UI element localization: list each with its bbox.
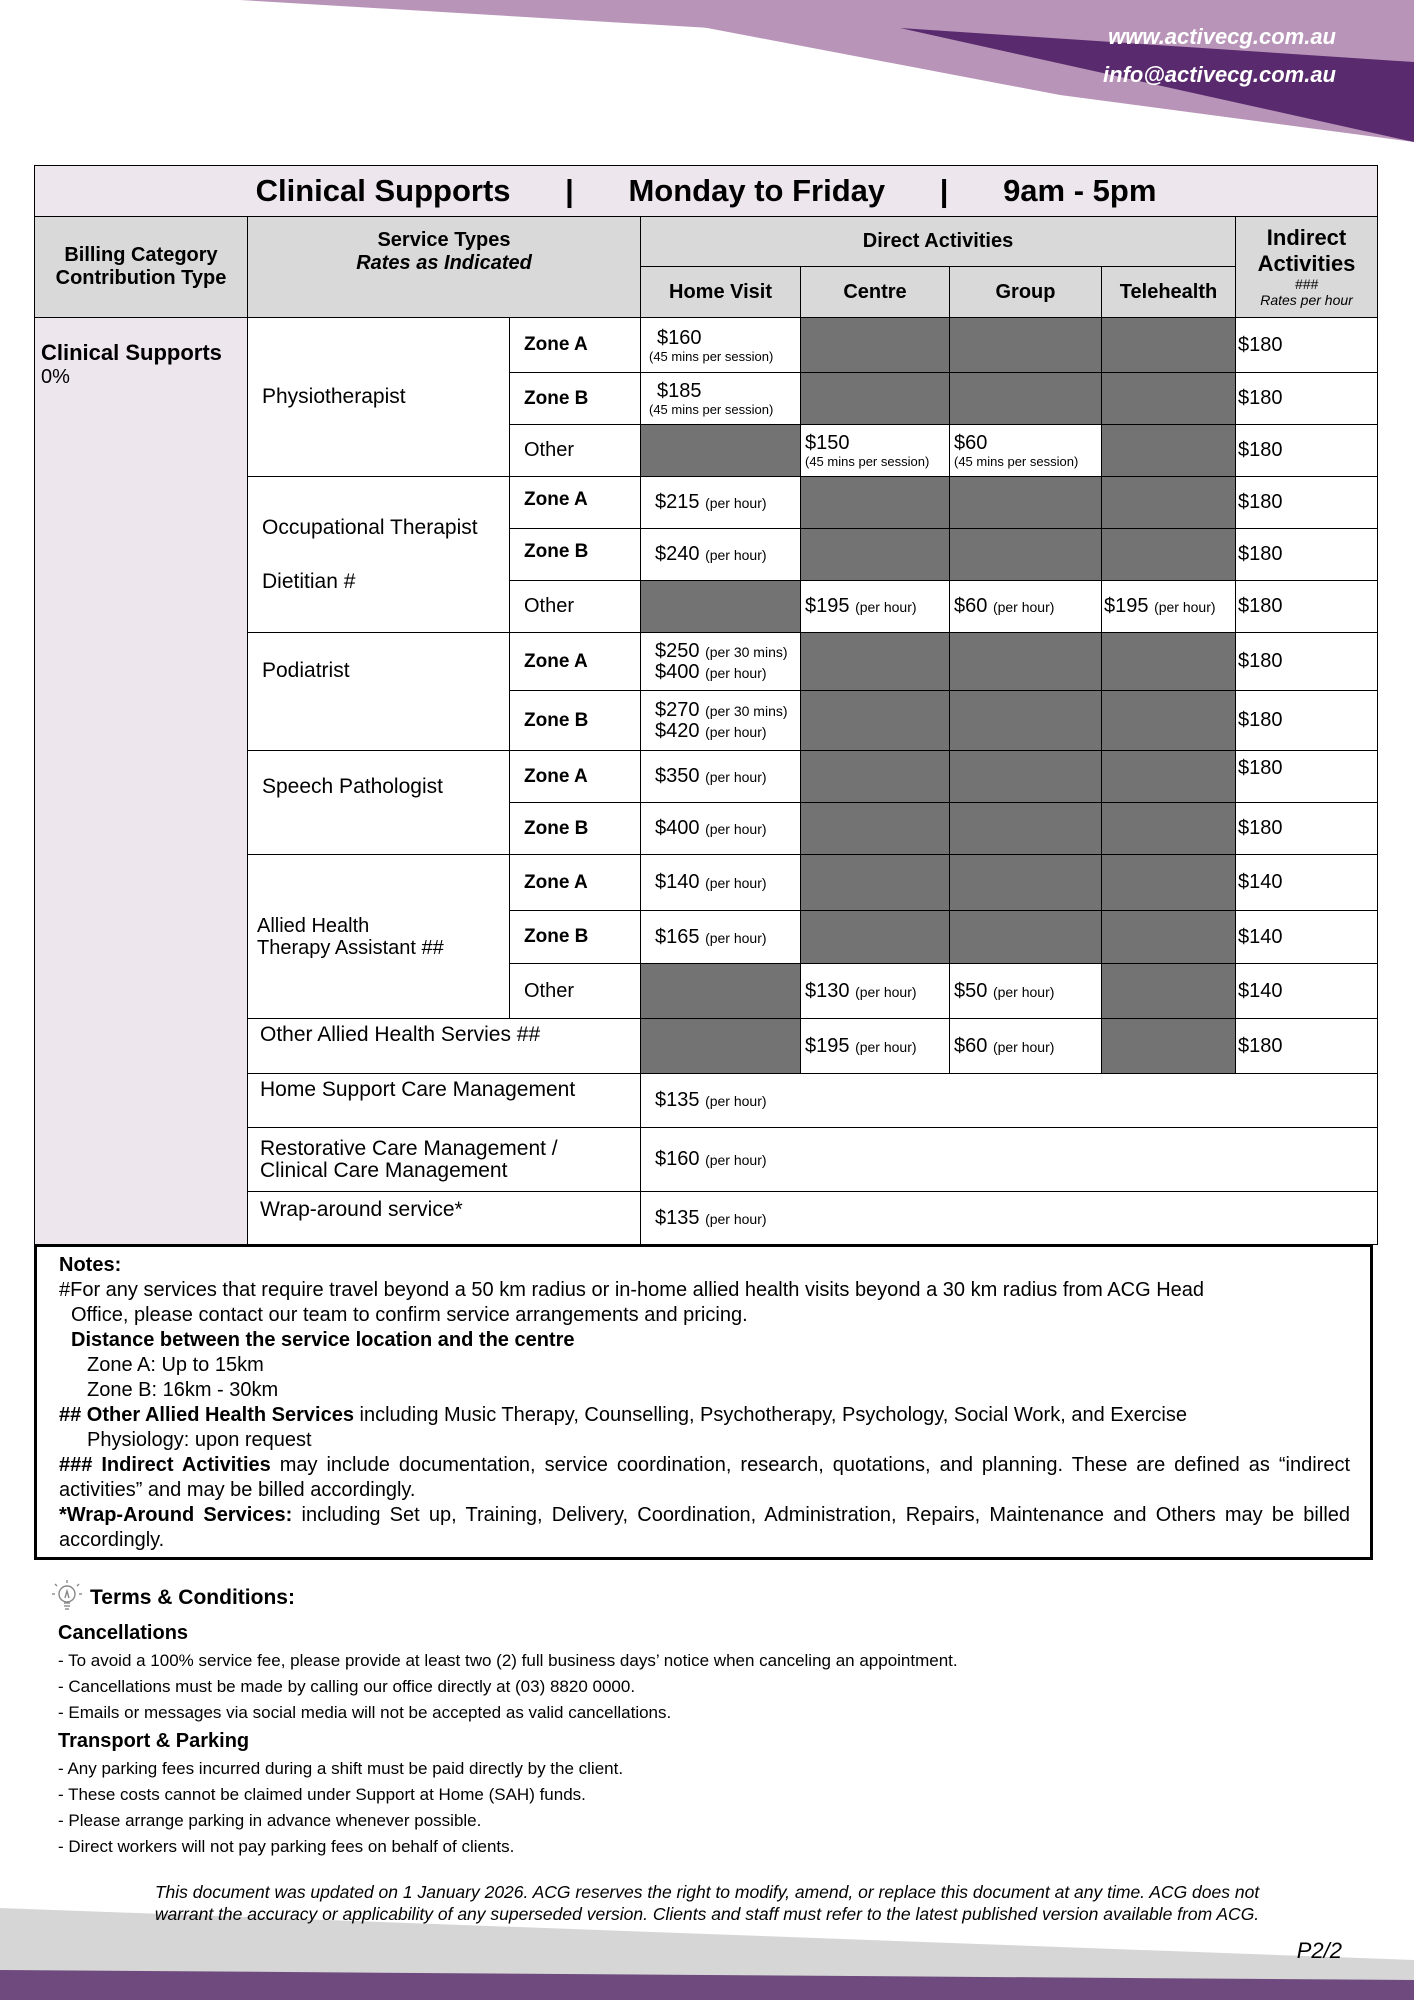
- physio-zone-a-home: $160 (45 mins per session): [641, 318, 801, 373]
- speech-zone-b-home: $400 (per hour): [641, 803, 801, 855]
- service-speech-pathologist: Speech Pathologist: [248, 751, 510, 855]
- cancel-line-2: - Cancellations must be made by calling our office directly at (03) 8820 0000.: [58, 1677, 636, 1696]
- email-link[interactable]: info@activecg.com.au: [1103, 62, 1336, 87]
- group-header: Group: [950, 267, 1102, 318]
- transport-heading: Transport & Parking: [58, 1730, 250, 1752]
- assistant-other-group: $50 (per hour): [950, 964, 1102, 1019]
- title-days: Monday to Friday: [628, 173, 886, 208]
- zone-a-label: Zone A: [510, 477, 641, 529]
- ot-zone-a-home: $215 (per hour): [641, 477, 801, 529]
- ot-other-telehealth: $195 (per hour): [1102, 581, 1236, 633]
- title-separator: |: [939, 173, 949, 208]
- zone-b-label: Zone B: [510, 911, 641, 964]
- note-travel-cont: Office, please contact our team to confirm service arrangements and pricing.: [71, 1304, 748, 1326]
- transport-line-3: - Please arrange parking in advance whenever possible.: [58, 1811, 482, 1830]
- title-separator: |: [565, 173, 574, 208]
- service-wrap-around: Wrap-around service*: [248, 1192, 641, 1245]
- category-name: Clinical Supports: [41, 340, 222, 365]
- transport-line-1: - Any parking fees incurred during a shift must be paid directly by the client.: [58, 1759, 624, 1778]
- service-restorative-care: Restorative Care Management / Clinical Care Management: [248, 1128, 641, 1192]
- zone-a-label: Zone A: [510, 633, 641, 691]
- indirect-label: Indirect Activities: [1257, 225, 1356, 276]
- note-wrap-around: *Wrap-Around Services: including Set up, Training, Delivery, Coordination, Administration, Repairs, Maintenance and Others may be billed accordingly.: [59, 1504, 1351, 1551]
- page-number: P2/2: [1296, 1938, 1342, 1963]
- restorative-rate: $160 (per hour): [641, 1128, 1378, 1192]
- ot-zone-b-indirect: $180: [1236, 529, 1378, 581]
- note-zone-b: Zone B: 16km - 30km: [87, 1379, 279, 1401]
- transport-line-2: - These costs cannot be claimed under Support at Home (SAH) funds.: [58, 1785, 586, 1804]
- zone-b-label: Zone B: [510, 373, 641, 425]
- zone-a-label: Zone A: [510, 855, 641, 911]
- physio-zone-a-indirect: $180: [1236, 318, 1378, 373]
- table-title-row: [35, 166, 1378, 217]
- speech-zone-b-indirect: $180: [1236, 803, 1378, 855]
- other-allied-indirect: $180: [1236, 1019, 1378, 1074]
- note-indirect: ### Indirect Activities may include documentation, service coordination, research, quotations, and planning. These are defined as “indirect activities” and may be billed accordingly.: [59, 1454, 1350, 1501]
- assistant-zone-b-home: $165 (per hour): [641, 911, 801, 964]
- note-other-allied: ## Other Allied Health Services including Music Therapy, Counselling, Psychotherapy, Psychology, Social Work, and Exercise: [59, 1404, 1187, 1426]
- assistant-zone-b-indirect: $140: [1236, 911, 1378, 964]
- ot-other-indirect: $180: [1236, 581, 1378, 633]
- speech-zone-a-home: $350 (per hour): [641, 751, 801, 803]
- notes-box: [34, 1244, 1373, 1560]
- note-distance-heading: Distance between the service location and the centre: [71, 1329, 575, 1351]
- direct-activities-header: Direct Activities: [641, 217, 1236, 267]
- notes-heading: Notes:: [59, 1254, 122, 1276]
- category-contribution: 0%: [41, 366, 70, 388]
- assistant-zone-a-home: $140 (per hour): [641, 855, 801, 911]
- service-allied-health-assistant: Allied Health Therapy Assistant ##: [248, 855, 510, 1019]
- cancel-line-3: - Emails or messages via social media will not be accepted as valid cancellations.: [58, 1703, 672, 1722]
- podiatrist-zone-a-home: $250 (per 30 mins) $400 (per hour): [641, 633, 801, 691]
- physio-zone-b-indirect: $180: [1236, 373, 1378, 425]
- assistant-other-indirect: $140: [1236, 964, 1378, 1019]
- other-allied-centre: $195 (per hour): [801, 1019, 950, 1074]
- note-travel: #For any services that require travel beyond a 50 km radius or in-home allied health visits beyond a 30 km radius from ACG Head: [59, 1279, 1204, 1301]
- rates-table: [34, 165, 1378, 1245]
- title-hours: 9am - 5pm: [1003, 173, 1157, 208]
- zone-a-label: Zone A: [510, 751, 641, 803]
- other-allied-group: $60 (per hour): [950, 1019, 1102, 1074]
- document-footnote: This document was updated on 1 January 2026. ACG reserves the right to modify, amend, or replace this document at any time. ACG does not warrant the accuracy or applicability of any superseded version. Clients and staff must refer to the latest published version available from ACG.: [154, 1882, 1260, 1924]
- zone-a-label: Zone A: [510, 318, 641, 373]
- centre-header: Centre: [801, 267, 950, 318]
- table-row: [35, 318, 1378, 373]
- transport-line-4: - Direct workers will not pay parking fees on behalf of clients.: [58, 1837, 515, 1856]
- zone-b-label: Zone B: [510, 691, 641, 751]
- home-visit-header: Home Visit: [641, 267, 801, 318]
- indirect-activities-header: [1236, 217, 1378, 318]
- ot-zone-a-indirect: $180: [1236, 477, 1378, 529]
- indirect-mark: ###: [1294, 276, 1319, 292]
- service-podiatrist: Podiatrist: [248, 633, 510, 751]
- physio-other-group: $60 (45 mins per session): [950, 425, 1102, 477]
- wrap-around-rate: $135 (per hour): [641, 1192, 1378, 1245]
- other-label: Other: [510, 581, 641, 633]
- ot-other-centre: $195 (per hour): [801, 581, 950, 633]
- zone-b-label: Zone B: [510, 803, 641, 855]
- service-other-allied-health: Other Allied Health Servies ##: [248, 1019, 641, 1074]
- title-category: Clinical Supports: [255, 173, 511, 208]
- service-occupational-therapist: Occupational Therapist Dietitian #: [248, 477, 510, 633]
- podiatrist-zone-b-indirect: $180: [1236, 691, 1378, 751]
- physio-other-indirect: $180: [1236, 425, 1378, 477]
- indirect-sub: Rates per hour: [1260, 292, 1353, 308]
- terms-section: [58, 1578, 1358, 1860]
- service-home-support: Home Support Care Management: [248, 1074, 641, 1128]
- other-label: Other: [510, 964, 641, 1019]
- speech-zone-a-indirect: $180: [1236, 751, 1378, 803]
- ot-zone-b-home: $240 (per hour): [641, 529, 801, 581]
- note-other-allied-cont: Physiology: upon request: [87, 1429, 312, 1451]
- note-zone-a: Zone A: Up to 15km: [87, 1354, 264, 1376]
- home-support-rate: $135 (per hour): [641, 1074, 1378, 1128]
- physio-zone-b-home: $185 (45 mins per session): [641, 373, 801, 425]
- zone-b-label: Zone B: [510, 529, 641, 581]
- physio-other-centre: $150 (45 mins per session): [801, 425, 950, 477]
- service-physiotherapist: Physiotherapist: [248, 318, 510, 477]
- cancellations-heading: Cancellations: [58, 1622, 189, 1644]
- other-label: Other: [510, 425, 641, 477]
- service-types-header: [248, 217, 641, 318]
- billing-category-header: Billing Category Contribution Type: [35, 217, 248, 318]
- podiatrist-zone-b-home: $270 (per 30 mins) $420 (per hour): [641, 691, 801, 751]
- cancel-line-1: - To avoid a 100% service fee, please provide at least two (2) full business days’ notice when canceling an appointment.: [58, 1651, 958, 1670]
- assistant-other-centre: $130 (per hour): [801, 964, 950, 1019]
- podiatrist-zone-a-indirect: $180: [1236, 633, 1378, 691]
- service-types-sub: Rates as Indicated: [356, 252, 532, 274]
- ot-other-group: $60 (per hour): [950, 581, 1102, 633]
- website-link[interactable]: www.activecg.com.au: [1108, 24, 1336, 49]
- telehealth-header: Telehealth: [1102, 267, 1236, 318]
- terms-heading: Terms & Conditions:: [58, 1578, 1358, 1618]
- assistant-zone-a-indirect: $140: [1236, 855, 1378, 911]
- lightbulb-icon: [50, 1578, 84, 1618]
- service-types-label: Service Types: [377, 229, 511, 251]
- billing-category-cell: [35, 318, 248, 1245]
